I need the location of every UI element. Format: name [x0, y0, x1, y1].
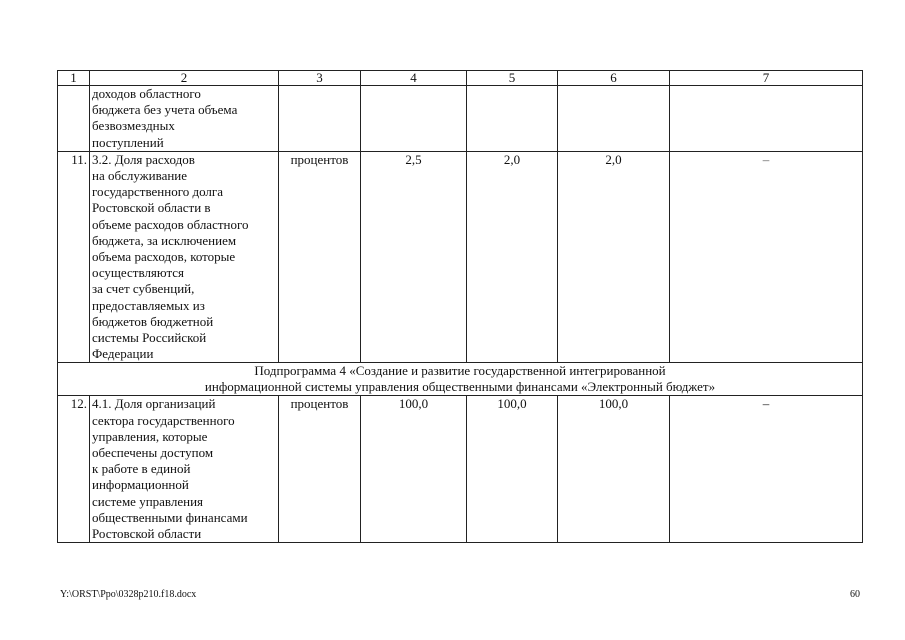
value-cell-4	[361, 86, 467, 152]
value-cell-4: 2,5	[361, 151, 467, 363]
header-cell-1: 1	[58, 71, 90, 86]
header-cell-3: 3	[279, 71, 361, 86]
value-cell-7: –	[670, 151, 863, 363]
table-row	[58, 396, 863, 543]
row-number	[58, 86, 90, 152]
header-cell-7: 7	[670, 71, 863, 86]
section-heading-line-1: Подпрограмма 4 «Создание и развитие государственной интегрированной	[254, 363, 666, 379]
row-number: 11.	[58, 151, 90, 363]
section-heading	[58, 363, 863, 396]
value-cell-5: 2,0	[467, 151, 558, 363]
indicator-name: доходов областного бюджета без учета объема безвозмездных поступлений	[90, 86, 279, 152]
header-cell-5: 5	[467, 71, 558, 86]
row-number: 12.	[58, 396, 90, 543]
value-cell-6: 2,0	[558, 151, 670, 363]
value-cell-5: 100,0	[467, 396, 558, 543]
indicator-name: 4.1. Доля организаций сектора государственного управления, которые обеспечены доступом к работе в единой информационной системе управления общественными финансами Ростовской области	[90, 396, 279, 543]
section-row	[58, 363, 863, 396]
value-cell-7: –	[670, 396, 863, 543]
value-cell-6	[558, 86, 670, 152]
page-number: 60	[850, 589, 860, 600]
footer-file-path: Y:\ORST\Ppo\0328p210.f18.docx	[60, 589, 197, 600]
header-cell-6: 6	[558, 71, 670, 86]
unit-cell	[279, 86, 361, 152]
unit-cell: процентов	[279, 396, 361, 543]
value-cell-7	[670, 86, 863, 152]
unit-cell: процентов	[279, 151, 361, 363]
section-heading-line-2: информационной системы управления общественными финансами «Электронный бюджет»	[204, 379, 716, 395]
value-cell-6: 100,0	[558, 396, 670, 543]
table-row	[58, 86, 863, 152]
indicators-table	[57, 70, 863, 543]
header-row	[58, 71, 863, 86]
header-cell-2: 2	[90, 71, 279, 86]
value-cell-4: 100,0	[361, 396, 467, 543]
table-row	[58, 151, 863, 363]
header-cell-4: 4	[361, 71, 467, 86]
indicator-name: 3.2. Доля расходов на обслуживание государственного долга Ростовской области в объеме расходов областного бюджета, за исключением объема расходов, которые осуществляются за счет субвенций, предоставляемых из бюджетов бюджетной системы Российской Федерации	[90, 151, 279, 363]
value-cell-5	[467, 86, 558, 152]
